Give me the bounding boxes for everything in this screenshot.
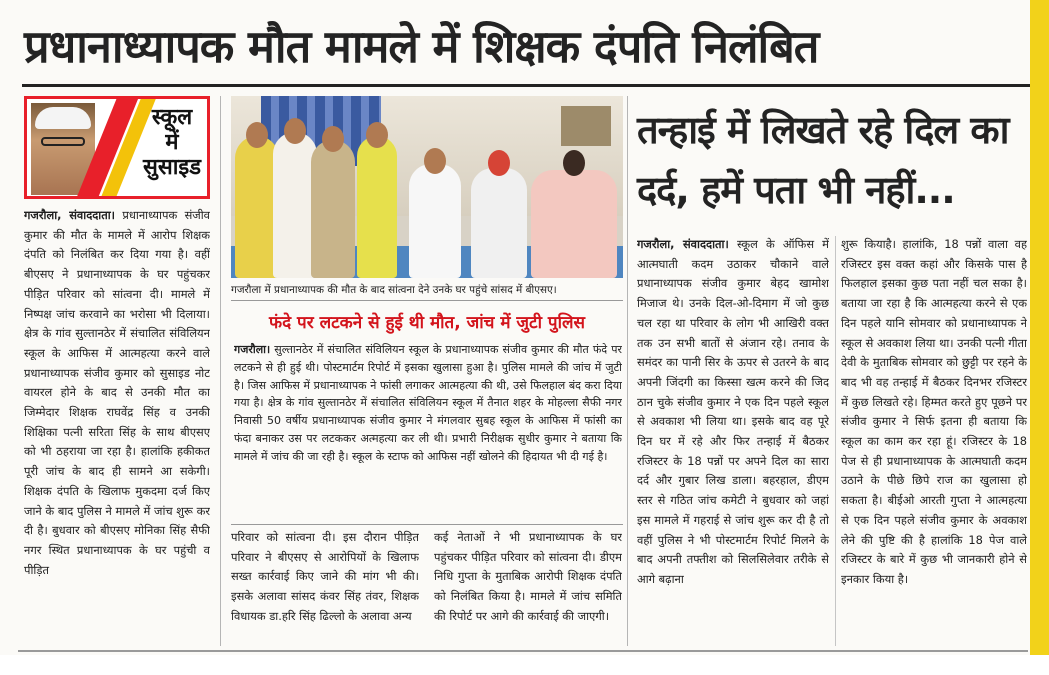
bottom-divider [18, 650, 1028, 652]
logo-text-line1: स्कूल [151, 105, 193, 130]
logo-text [135, 105, 209, 180]
column-text: प्रधानाध्यापक संजीव कुमार की मौत के मामले में आरोप शिक्षक दंपति को निलंबित कर दिया गया है। वहीं बीएसए ने प्रधानाध्यापक के घर पहुंचकर पीड़ित परिवार को सांत्वना दी। मामले में निष्पक्ष जांच करवाने का भरोसा भी दिलाया। क्षेत्र के गांव सुल्तानठेर में संचालित संविलियन स्कूल के आफिस में आत्महत्या करने वाले प्रधानाध्यापक संजीव कुमार को सुसाइड नोट वायरल होने के बाद से उनकी मौत का जिम्मेदार शिक्षक राघवेंद्र सिंह व उनकी शिक्षिका पत्नी सरिता सिंह के साथ बीएसए को भी ठहराया जा रहा है। हालांकि हकीकत पूरी जांच के बाद ही सामने आ सकेगी। शिक्षक दंपति के खिलाफ मुकदमा दर्ज किए जाने के बाद पुलिस ने मामले में जांच शुरू कर दी है। बुधवार को बीएसए मोनिका सिंह सैफी नगर स्थित प्रधानाध्यापक के घर पहुंची व पीड़ित [24, 208, 210, 577]
main-headline: प्रधानाध्यापक मौत मामले में शिक्षक दंपति निलंबित [24, 20, 819, 73]
person-figure [409, 164, 461, 278]
subheadline: फंदे पर लटकने से हुई थी मौत, जांच में जुटी पुलिस [268, 313, 585, 333]
photo-caption: गजरौला में प्रधानाध्यापक की मौत के बाद सांत्वना देने उनके घर पहुंचे सांसद में बीएसए। [231, 284, 557, 296]
section-logo [24, 96, 210, 199]
glasses-shape [41, 137, 85, 146]
logo-text-line3: सुसाइड [142, 155, 201, 180]
cap-shape [35, 107, 91, 129]
person-figure [471, 168, 527, 278]
secondary-headline: तन्हाई में लिखते रहे दिल का दर्द, हमें पता भी नहीं... [637, 108, 1009, 212]
person-figure [311, 140, 355, 278]
caption-divider [231, 300, 623, 301]
boxed-story [234, 341, 622, 521]
page-bottom-margin [0, 655, 1049, 675]
article-column-3: कई नेताओं ने भी प्रधानाध्यापक के घर पहुंचकर पीड़ित परिवार को सांत्वना दी। डीएम निधि गुप्ता के मुताबिक आरोपी शिक्षक दंपति को निलंबित किया है। मामले में जांच समिति की रिपोर्ट पर आगे की कार्रवाई की जाएगी। [434, 530, 622, 623]
news-photo [231, 96, 623, 278]
article-column-2: परिवार को सांत्वना दी। इस दौरान पीड़ित परिवार ने बीएसए से आरोपियों के खिलाफ सख्त कार्रवाई किए जाने की मांग भी की। इसके अलावा सांसद कंवर सिंह तंवर, शिक्षक विधायक डा.हरि सिंह ढिल्लो के अलावा अन्य [231, 530, 419, 623]
person-figure [531, 170, 617, 278]
photo-frame [561, 106, 611, 146]
article-column-1 [24, 206, 210, 646]
article-column-5: शुरू कियाहै। हालांकि, 18 पन्नों वाला वह रजिस्टर इस वक्त कहां और किसके पास है फिलहाल इसका कुछ पता नहीं चल सका है। बताया जा रहा है कि आत्महत्या करने से एक दिन पहले यानि सोमवार को प्रधानाध्यापक ने स्कूल से अवकाश लिया था। उनकी पत्नी गीता देवी के मुताबिक सोमवार को छुट्टी पर रहने के बाद भी वह तन्हाई में बैठकर दिनभर रजिस्टर में कुछ लिखते रहे। हिम्मत करते हुए पूछने पर संजीव कुमार ने सिर्फ इतना ही बताया कि स्कूल का काम कर रहा हूं। रजिस्टर के 18 पेज से ही प्रधानाध्यापक के आत्मघाती कदम उठाने के पीछे छिपे राज का खुलासा हो सकता है। बीईओ आरती गुप्ता ने आत्महत्या से एक दिन पहले संजीव कुमार के अवकाश लेने की पुष्टि की है हालांकि 18 पेज वाले रजिस्टर के बारे में कुछ भी जानकारी होने से इनकार किया है। [841, 237, 1027, 586]
person-figure [357, 136, 397, 278]
column-divider [220, 96, 221, 646]
page-edge-strip [1030, 0, 1049, 675]
section-divider [231, 524, 623, 525]
logo-text-line2: में [165, 130, 179, 155]
column-divider [835, 236, 836, 646]
dateline: गजरौला, संवाददाता। [637, 237, 729, 251]
column-text: स्कूल के ऑफिस में आत्मघाती कदम उठाकर चौकाने वाले प्रधानाध्यापक संजीव कुमार बेहद खामोश मिजाज थे। उनके दिल-ओ-दिमाग में जो कुछ चल रहा था परिवार के लोग भी आखिरी वक्त तक उन सभी बातों से अंजान रहे। तनाव के समंदर का पानी सिर के ऊपर से उतरने के बाद अपनी जिंदगी का किस्सा खत्म करने की जिद ठान चुके संजीव कुमार ने एक दिन पहले स्कूल से अवकाश भी लिया था। इसके बाद वह पूरे दिन घर में रहे और फिर तन्हाई में बैठकर रजिस्टर के 18 पन्नों पर अपने दिल का सारा दर्द और गुबार लिख डाला। बहरहाल, डीएम स्तर से गठित जांच कमेटी ने बुधवार को जहां इस मामले में गहराई से जांच शुरू कर दी है तो वहीं पुलिस ने भी पोस्टमार्टम रिपोर्ट मिलने के बाद अपनी तफ्तीश को सिलसिलेवार तरीके से आगे बढ़ाना [637, 237, 829, 586]
dateline: गजरौला, संवाददाता। [24, 208, 116, 222]
article-column-4 [637, 235, 829, 645]
headline-divider [22, 84, 1030, 87]
box-text: सुल्तानठेर में संचालित संविलियन स्कूल के प्रधानाध्यापक संजीव कुमार की मौत फंदे पर लटकने से ही हुई थी। पोस्टमार्टम रिपोर्ट में इसका खुलासा हुआ है। पुलिस मामले की जांच में जुटी है। जिस आफिस में प्रधानाध्यापक ने फांसी लगाकर आत्महत्या की थी, उसे फिलहाल बंद करा दिया गया है। क्षेत्र के गांव सुल्तानठेर में संचालित संविलियन स्कूल में तैनात शहर के मोहल्ला सैफी नगर निवासी 50 वर्षीय प्रधानाध्यापक संजीव कुमार ने मंगलवार सुबह स्कूल के आफिस में फांसी का फंदा बनाकर उस पर लटककर अत्महत्या कर ली थी। प्रभारी निरीक्षक सुधीर कुमार ने बताया कि मामले में जांच की जा रही है। स्कूल के स्टाफ को आफिस नहीं खोलने की हिदायत भी दी गई है। [234, 343, 622, 463]
box-dateline: गजरौला। [234, 343, 271, 356]
column-divider [627, 96, 628, 646]
